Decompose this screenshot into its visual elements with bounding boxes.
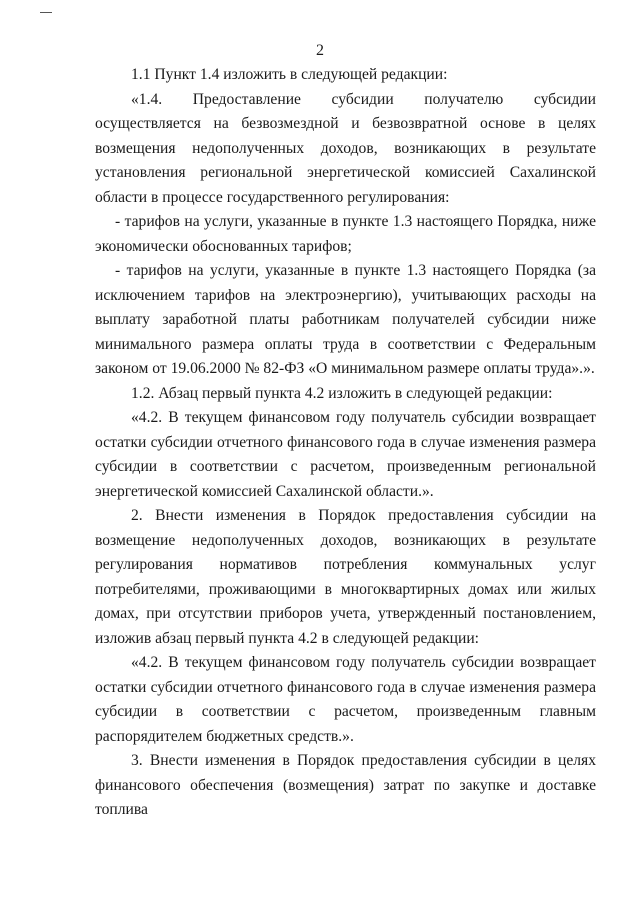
list-item: - тарифов на услуги, указанные в пункте 1.3 настоящего Порядка (за исключением тарифов на электроэнергию), учитывающих расходы на выплату заработной платы работникам получателей субсидии ниже минимального размера оплаты труда в соответствии с Федеральным законом от 19.06.2000 № 82-ФЗ «О минимальном размере оплаты труда».». (95, 262, 596, 377)
page-number: 2 (316, 42, 324, 59)
paragraph: «1.4. Предоставление субсидии получателю субсидии осуществляется на безвозмездной и безвозвратной основе в целях возмещения недополученных доходов, возникающих в результате установления региональной энергетической комиссией Сахалинской области в процессе государственного регулирования: (95, 90, 596, 206)
paragraph: 3. Внести изменения в Порядок предоставления субсидии в целях финансового обеспечения (возмещения) затрат по закупке и доставке топлива (95, 752, 596, 818)
paragraph: «4.2. В текущем финансовом году получатель субсидии возвращает остатки субсидии отчетного финансового года в случае изменения размера субсидии в соответствии с расчетом, произведенным региональной энергетической комиссией Сахалинской области.». (95, 409, 596, 500)
paragraph: 1.2. Абзац первый пункта 4.2 изложить в следующей редакции: (131, 384, 553, 402)
paragraph: «4.2. В текущем финансовом году получатель субсидии возвращает остатки субсидии отчетного финансового года в случае изменения размера субсидии в соответствии с расчетом, произведенным главным распорядителем бюджетных средств.». (95, 654, 596, 745)
scan-mark (40, 12, 52, 13)
paragraph: 2. Внести изменения в Порядок предоставления субсидии на возмещение недополученных доходов, возникающих в результате регулирования нормативов потребления коммунальных услуг потребителями, проживающими в многоквартирных домах или жилых домах, при отсутствии приборов учета, утвержденный постановлением, изложив абзац первый пункта 4.2 в следующей редакции: (95, 507, 596, 647)
document-body (95, 63, 596, 823)
list-item: - тарифов на услуги, указанные в пункте 1.3 настоящего Порядка, ниже экономически обоснованных тарифов; (95, 213, 596, 255)
paragraph: 1.1 Пункт 1.4 изложить в следующей редакции: (131, 66, 448, 83)
